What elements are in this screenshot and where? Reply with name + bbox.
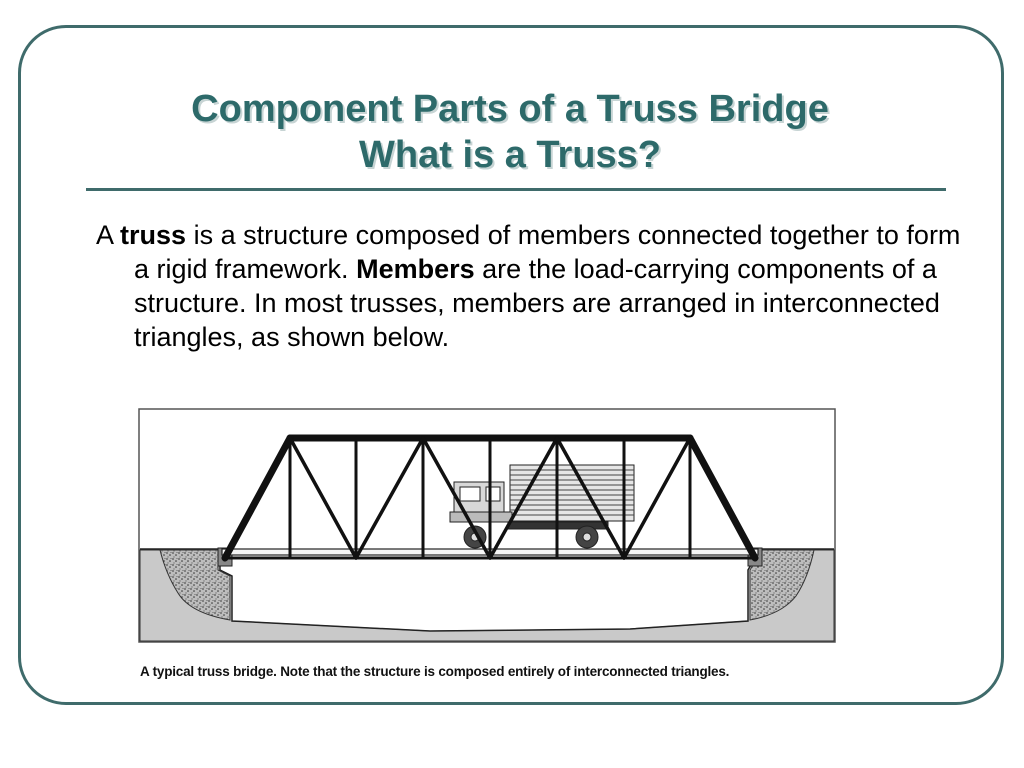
title-line-1: Component Parts of a Truss Bridge bbox=[191, 88, 829, 130]
body-text-1: A bbox=[96, 220, 121, 250]
term-members: Members bbox=[356, 254, 475, 284]
body-text-3: are the load-carrying components of a structure. In most trusses, members are arranged in interconnected triangles, as shown below. bbox=[134, 254, 940, 352]
body-text-2: is a structure composed of members connected together to form a rigid framework. bbox=[134, 220, 961, 284]
body-paragraph bbox=[96, 218, 970, 354]
title-line-2: What is a Truss? bbox=[359, 134, 661, 176]
truss-bridge-figure bbox=[130, 408, 842, 690]
truss-bridge-illustration bbox=[130, 408, 842, 690]
figure-caption: A typical truss bridge. Note that the structure is composed entirely of interconnected triangles. bbox=[140, 664, 730, 679]
term-truss: truss bbox=[120, 220, 187, 250]
slide-title bbox=[60, 86, 960, 178]
title-divider bbox=[86, 188, 946, 191]
